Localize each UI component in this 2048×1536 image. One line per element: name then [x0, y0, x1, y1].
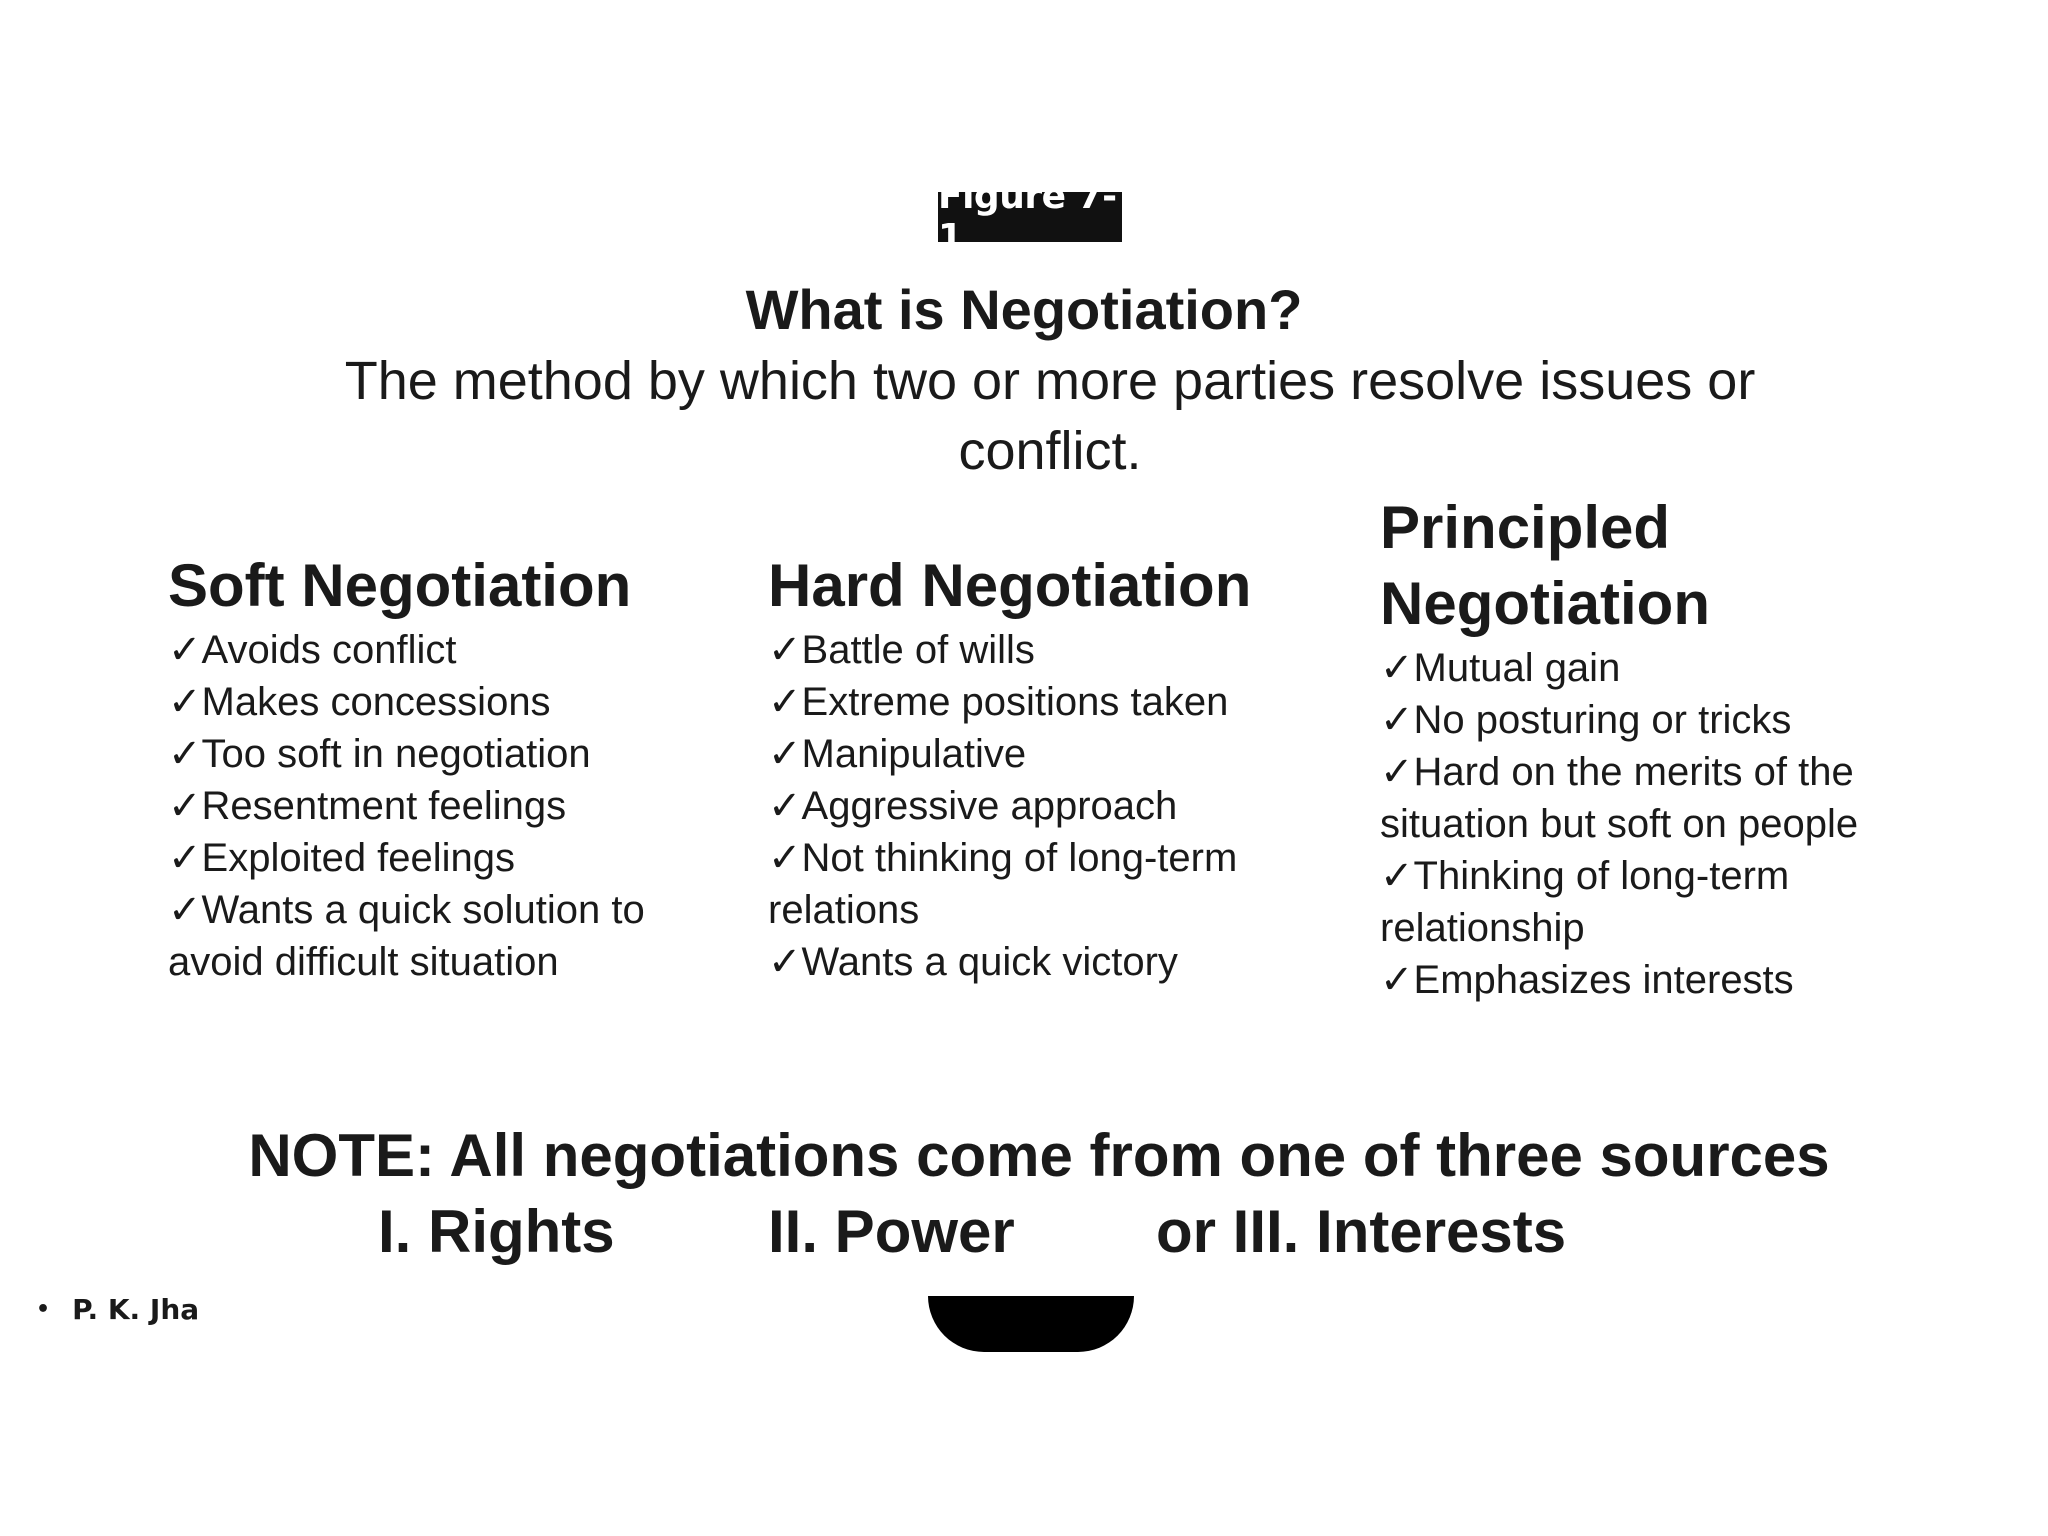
source-power: II. Power — [768, 1198, 1015, 1265]
hard-negotiation-heading: Hard Negotiation — [768, 552, 1252, 619]
footer-author — [36, 1290, 199, 1330]
soft-negotiation-column — [168, 548, 728, 988]
decorative-half-circle — [928, 1296, 1134, 1352]
soft-negotiation-heading: Soft Negotiation — [168, 552, 632, 619]
list-item: ✓Resentment feelings — [168, 784, 567, 828]
list-item: ✓Exploited feelings — [168, 836, 516, 880]
principled-negotiation-list — [1380, 642, 1940, 1006]
list-item: ✓Emphasizes interests — [1380, 958, 1794, 1002]
list-item: ✓Wants a quick solution to avoid difficult situation — [168, 888, 645, 984]
list-item: ✓Wants a quick victory — [768, 940, 1178, 984]
list-item: ✓Battle of wills — [768, 628, 1035, 672]
list-item: ✓Makes concessions — [168, 680, 551, 724]
list-item: ✓Hard on the merits of the situation but soft on people — [1380, 750, 1859, 846]
bullet-icon: • — [36, 1297, 51, 1322]
principled-negotiation-column — [1380, 490, 1940, 1006]
principled-negotiation-heading: Principled Negotiation — [1380, 494, 1710, 637]
list-item: ✓Thinking of long-term relationship — [1380, 854, 1790, 950]
list-item: ✓Not thinking of long-term relations — [768, 836, 1238, 932]
list-item: ✓Avoids conflict — [168, 628, 457, 672]
list-item: ✓No posturing or tricks — [1380, 698, 1792, 742]
sources-row — [0, 1194, 2048, 1270]
definition-text: The method by which two or more parties resolve issues or conflict. — [344, 351, 1756, 481]
list-item: ✓Manipulative — [768, 732, 1027, 776]
list-item: ✓Aggressive approach — [768, 784, 1178, 828]
author-name: P. K. Jha — [72, 1293, 200, 1326]
figure-label: Figure 7-1 — [938, 192, 1122, 242]
list-item: ✓Too soft in negotiation — [168, 732, 591, 776]
note-text: NOTE: All negotiations come from one of three sources — [248, 1122, 1830, 1189]
soft-negotiation-list — [168, 624, 728, 988]
source-interests: or III. Interests — [1156, 1198, 1567, 1265]
list-item: ✓Mutual gain — [1380, 646, 1621, 690]
main-title: What is Negotiation? — [745, 278, 1303, 341]
hard-negotiation-column — [768, 548, 1348, 988]
list-item: ✓Extreme positions taken — [768, 680, 1229, 724]
hard-negotiation-list — [768, 624, 1348, 988]
source-rights: I. Rights — [378, 1198, 615, 1265]
